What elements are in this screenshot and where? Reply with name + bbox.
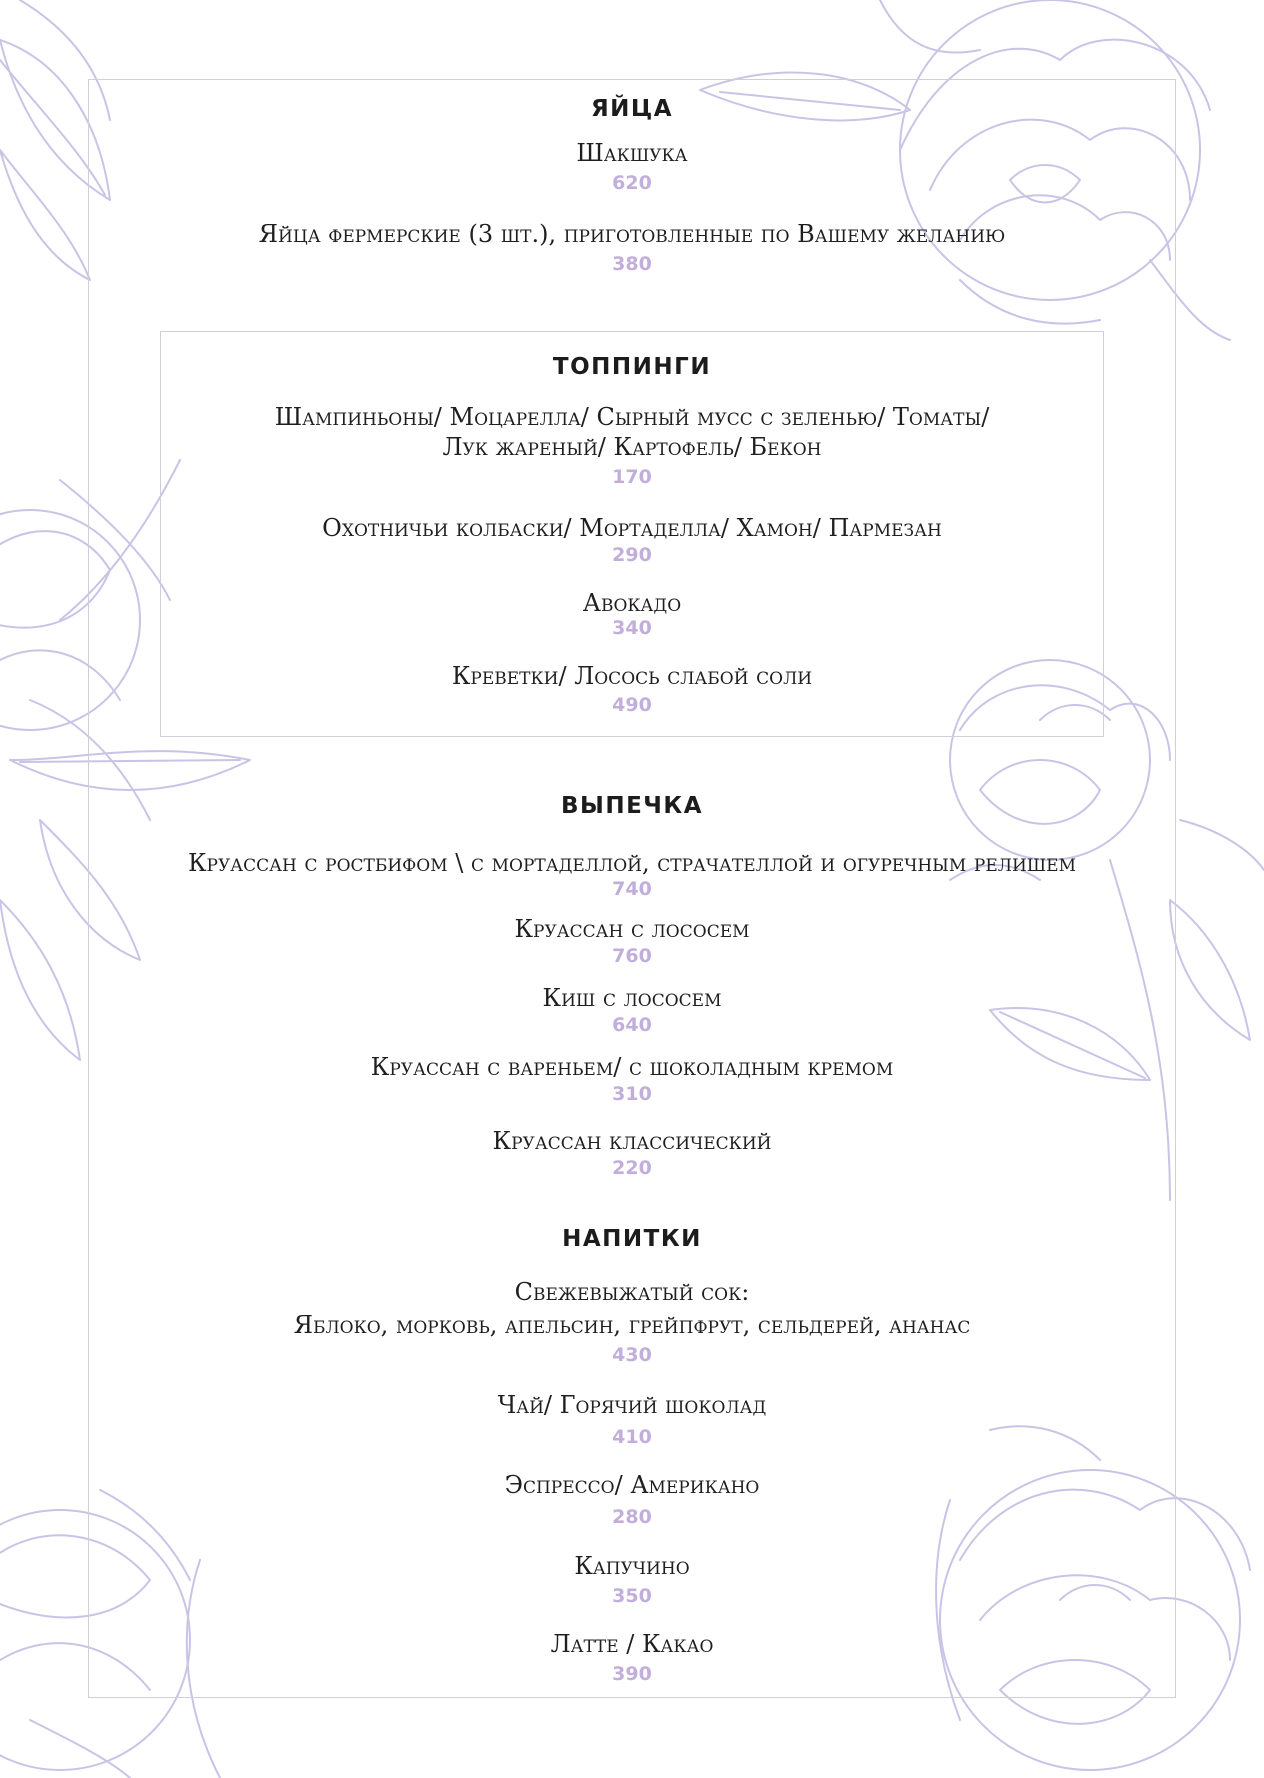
menu-item-name: Авокадо	[582, 589, 682, 617]
menu-item-price: 430	[612, 1344, 652, 1366]
menu-item-price: 280	[612, 1506, 652, 1528]
menu-item-name: Шампиньоны/ Моцарелла/ Сырный мусс с зеленью/ Томаты/	[274, 403, 990, 431]
menu-item-price: 740	[612, 878, 652, 900]
menu-item-price: 170	[612, 466, 652, 488]
menu-item-name: Шакшука	[576, 139, 688, 167]
menu-item-name: Свежевыжатый сок:	[514, 1278, 750, 1306]
menu-item-price: 220	[612, 1157, 652, 1179]
menu-item-name: Капучино	[574, 1552, 690, 1580]
section-title-drinks: НАПИТКИ	[562, 1226, 702, 1252]
menu-item-price: 640	[612, 1014, 652, 1036]
menu-item-price: 380	[612, 253, 652, 275]
menu-item-name: Круассан классический	[492, 1127, 772, 1155]
menu-item-price: 290	[612, 544, 652, 566]
menu-item-price: 310	[612, 1083, 652, 1105]
menu-item-price: 390	[612, 1663, 652, 1685]
menu-item-name: Эспрессо/ Американо	[504, 1471, 760, 1499]
menu-item-name: Круассан с лососем	[514, 915, 750, 943]
menu-item-name: Яйца фермерские (3 шт.), приготовленные по Вашему желанию	[258, 220, 1006, 248]
menu-item-name: Чай/ Горячий шоколад	[497, 1391, 767, 1419]
menu-item-name: Круассан с ростбифом \ с мортаделлой, страчателлой и огуречным релишем	[187, 849, 1076, 877]
menu-item-name: Лук жареный/ Картофель/ Бекон	[442, 433, 822, 461]
menu-item-name: Киш с лососем	[542, 984, 722, 1012]
menu-item-name: Латте / Какао	[550, 1630, 714, 1658]
menu-item-price: 340	[612, 617, 652, 639]
menu-item-price: 620	[612, 172, 652, 194]
menu-item-name: Круассан с вареньем/ с шоколадным кремом	[370, 1053, 894, 1081]
menu-item-price: 410	[612, 1426, 652, 1448]
menu-item-name: Креветки/ Лосось слабой соли	[451, 662, 813, 690]
menu-item-price: 760	[612, 945, 652, 967]
menu-item-name: Охотничьи колбаски/ Мортаделла/ Хамон/ Пармезан	[322, 514, 942, 542]
section-title-toppings: ТОППИНГИ	[552, 354, 712, 380]
menu-item-price: 350	[612, 1585, 652, 1607]
menu-item-name: Яблоко, морковь, апельсин, грейпфрут, сельдерей, ананас	[293, 1311, 971, 1339]
section-title-eggs: ЯЙЦА	[590, 96, 674, 122]
menu-item-price: 490	[612, 694, 652, 716]
section-title-pastry: ВЫПЕЧКА	[560, 793, 703, 819]
